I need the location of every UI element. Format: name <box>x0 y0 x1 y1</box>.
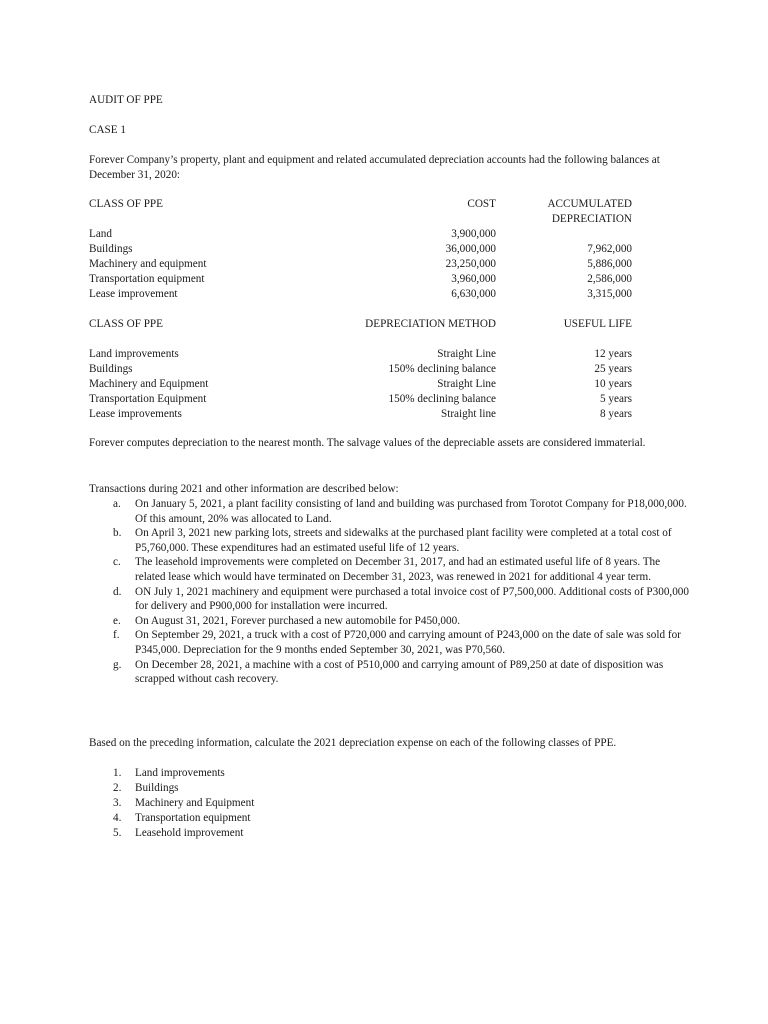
table-cell: 6,630,000 <box>451 288 496 300</box>
depreciation-note: Forever computes depreciation to the nearest month. The salvage values of the depreciable assets are considered immaterial. <box>89 437 646 449</box>
list-item <box>89 826 589 841</box>
list-item-text: On August 31, 2021, Forever purchased a new automobile for P450,000. <box>135 614 461 627</box>
list-item <box>89 614 689 629</box>
list-item <box>89 585 689 614</box>
list-item-text: Leasehold improvement <box>135 827 244 839</box>
list-item-text: Machinery and Equipment <box>135 797 255 809</box>
list-item-text: ON July 1, 2021 machinery and equipment were purchased a total invoice cost of P7,500,000. Additional costs of P300,000 for delivery and P900,000 for installation were incurred. <box>135 585 689 613</box>
list-item <box>89 628 689 657</box>
table-cell: Buildings <box>89 243 133 255</box>
table-cell: 7,962,000 <box>587 243 632 255</box>
list-item <box>89 526 689 555</box>
list-item <box>89 796 589 811</box>
table-cell: 10 years <box>594 378 632 390</box>
list-marker: a. <box>113 498 121 510</box>
classes-list <box>89 766 589 841</box>
table-row <box>89 227 634 242</box>
document-title: AUDIT OF PPE <box>89 94 163 106</box>
table-row <box>89 392 634 407</box>
list-marker: 2. <box>113 782 122 794</box>
table-cell: Straight Line <box>437 378 496 390</box>
list-item <box>89 555 689 584</box>
table-cell: 12 years <box>594 348 632 360</box>
list-marker: 5. <box>113 827 122 839</box>
table-cell: 3,900,000 <box>451 228 496 240</box>
table-cell: 3,315,000 <box>587 288 632 300</box>
list-marker: c. <box>113 556 121 569</box>
question-paragraph: Based on the preceding information, calculate the 2021 depreciation expense on each of the following classes of PPE. <box>89 737 617 749</box>
table-cell: 36,000,000 <box>445 243 496 255</box>
table-row <box>89 272 634 287</box>
list-marker: 4. <box>113 812 122 824</box>
table-cell: Land improvements <box>89 348 179 360</box>
list-item-text: Transportation equipment <box>135 812 251 824</box>
header-cost: COST <box>467 198 496 210</box>
list-item-text: On April 3, 2021 new parking lots, streets and sidewalks at the purchased plant facility were completed at a total cost of P5,760,000. These expenditures had an estimated useful life of 12 years. <box>135 527 672 554</box>
list-item-text: On January 5, 2021, a plant facility consisting of land and building was purchased from Torotot Company for P18,000,000. Of this amount, 20% was allocated to Land. <box>135 498 687 525</box>
list-item-text: On December 28, 2021, a machine with a cost of P510,000 and carrying amount of P89,250 at date of disposition was scrapped without cash recovery. <box>135 658 664 686</box>
table-cell: Transportation equipment <box>89 273 205 285</box>
table-cell: Straight line <box>441 408 496 420</box>
table-cell: Straight Line <box>437 348 496 360</box>
table-cell: Land <box>89 228 112 240</box>
list-item <box>89 497 689 526</box>
header-depreciation-method: DEPRECIATION METHOD <box>365 318 496 330</box>
header-class-of-ppe: CLASS OF PPE <box>89 318 163 330</box>
table-row <box>89 287 634 302</box>
table-cell: Transportation Equipment <box>89 393 207 405</box>
table-row <box>89 257 634 272</box>
table-cell: 150% declining balance <box>388 393 496 405</box>
header-class-of-ppe: CLASS OF PPE <box>89 198 163 210</box>
balances-table-header <box>89 197 634 227</box>
depreciation-table-header <box>89 317 634 347</box>
balances-table <box>89 197 634 302</box>
header-accumulated-depreciation: ACCUMULATED DEPRECIATION <box>547 198 632 225</box>
list-item <box>89 766 589 781</box>
list-marker: 3. <box>113 797 122 809</box>
intro-paragraph: Forever Company’s property, plant and equipment and related accumulated depreciation accounts had the following balances at December 31, 2020: <box>89 154 660 181</box>
list-marker: d. <box>113 585 122 598</box>
table-cell: 8 years <box>600 408 632 420</box>
list-item-text: The leasehold improvements were completed on December 31, 2017, and had an estimated useful life of 8 years. The related lease which would have terminated on December 31, 2023, was renewed in 2021 for additional 4 year term. <box>135 556 661 583</box>
table-cell: 150% declining balance <box>388 363 496 375</box>
transactions-intro: Transactions during 2021 and other information are described below: <box>89 483 399 495</box>
list-marker: f. <box>113 629 120 642</box>
table-row <box>89 347 634 362</box>
list-item-text: Land improvements <box>135 767 225 779</box>
transactions-list <box>89 497 689 687</box>
table-cell: Lease improvement <box>89 288 178 300</box>
table-cell: 2,586,000 <box>587 273 632 285</box>
depreciation-methods-table <box>89 317 634 422</box>
list-marker: g. <box>113 658 122 671</box>
table-row <box>89 377 634 392</box>
list-marker: b. <box>113 527 122 540</box>
table-row <box>89 362 634 377</box>
list-marker: 1. <box>113 767 122 779</box>
table-cell: Machinery and equipment <box>89 258 207 270</box>
table-cell: 5 years <box>600 393 632 405</box>
table-cell: Lease improvements <box>89 408 182 420</box>
table-row <box>89 242 634 257</box>
table-cell: 25 years <box>594 363 632 375</box>
table-cell: Buildings <box>89 363 133 375</box>
list-item-text: Buildings <box>135 782 179 794</box>
list-item <box>89 658 689 687</box>
case-heading: CASE 1 <box>89 124 126 136</box>
list-marker: e. <box>113 614 121 627</box>
list-item-text: On September 29, 2021, a truck with a cost of P720,000 and carrying amount of P243,000 on the date of sale was sold for P345,000. Depreciation for the 9 months ended September 30, 2021, was P70,560. <box>135 629 681 656</box>
table-cell: 23,250,000 <box>445 258 496 270</box>
table-cell: Machinery and Equipment <box>89 378 209 390</box>
table-cell: 3,960,000 <box>451 273 496 285</box>
header-useful-life: USEFUL LIFE <box>563 318 632 330</box>
list-item <box>89 811 589 826</box>
list-item <box>89 781 589 796</box>
table-row <box>89 407 634 422</box>
table-cell: 5,886,000 <box>587 258 632 270</box>
